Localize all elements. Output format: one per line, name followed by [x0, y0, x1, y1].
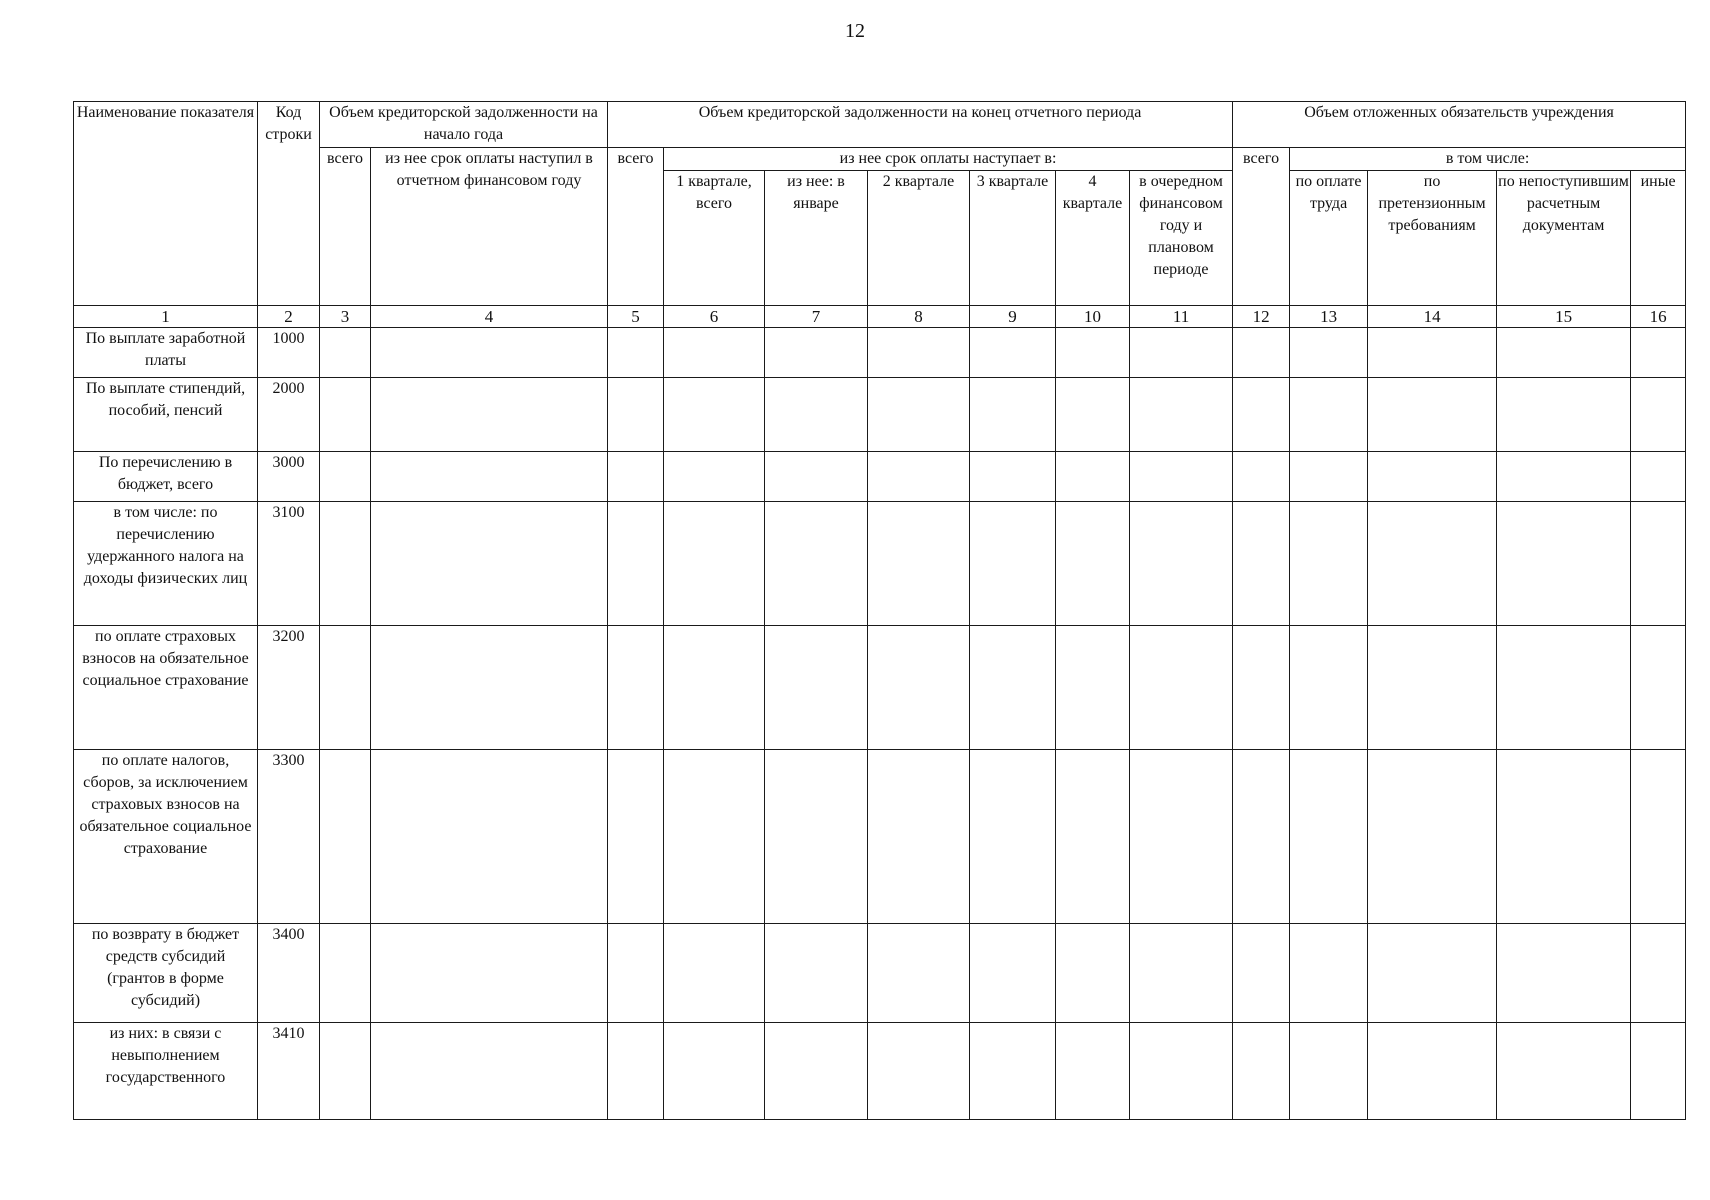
value-cell[interactable]	[1130, 924, 1233, 1023]
header-code: Код строки	[258, 102, 320, 306]
header-q2: 2 квартале	[868, 171, 970, 306]
row-name: из них: в связи с невыполнением государственного	[74, 1023, 258, 1120]
value-cell[interactable]	[664, 378, 765, 452]
value-cell[interactable]	[1056, 924, 1130, 1023]
value-cell[interactable]	[765, 750, 868, 924]
value-cell[interactable]	[765, 378, 868, 452]
value-cell[interactable]	[868, 502, 970, 626]
value-cell[interactable]	[608, 750, 664, 924]
table-row	[74, 328, 1686, 378]
value-cell[interactable]	[868, 328, 970, 378]
value-cell[interactable]	[371, 452, 608, 502]
header-end-due-group: из нее срок оплаты наступает в:	[664, 148, 1233, 171]
value-cell[interactable]	[868, 924, 970, 1023]
row-name: по оплате страховых взносов на обязательное социальное страхование	[74, 626, 258, 750]
column-number: 2	[258, 306, 320, 328]
column-number: 11	[1130, 306, 1233, 328]
value-cell[interactable]	[1497, 924, 1631, 1023]
header-deferred-total: всего	[1233, 148, 1290, 306]
value-cell[interactable]	[1130, 378, 1233, 452]
header-other: иные	[1631, 171, 1686, 306]
value-cell[interactable]	[664, 452, 765, 502]
value-cell[interactable]	[1497, 378, 1631, 452]
value-cell[interactable]	[970, 452, 1056, 502]
value-cell[interactable]	[1497, 626, 1631, 750]
value-cell[interactable]	[1233, 750, 1290, 924]
value-cell[interactable]	[1056, 626, 1130, 750]
column-number: 6	[664, 306, 765, 328]
table-row	[74, 750, 1686, 924]
value-cell[interactable]	[868, 452, 970, 502]
row-name: по оплате налогов, сборов, за исключением страховых взносов на обязательное социальное страхование	[74, 750, 258, 924]
value-cell[interactable]	[1290, 750, 1368, 924]
value-cell[interactable]	[1497, 502, 1631, 626]
value-cell[interactable]	[1497, 328, 1631, 378]
value-cell[interactable]	[868, 1023, 970, 1120]
column-number: 9	[970, 306, 1056, 328]
value-cell[interactable]	[320, 502, 371, 626]
value-cell[interactable]	[371, 626, 608, 750]
value-cell[interactable]	[765, 626, 868, 750]
value-cell[interactable]	[1233, 378, 1290, 452]
row-name: по возврату в бюджет средств субсидий (грантов в форме субсидий)	[74, 924, 258, 1023]
value-cell[interactable]	[765, 452, 868, 502]
value-cell[interactable]	[1368, 328, 1497, 378]
column-number: 4	[371, 306, 608, 328]
value-cell[interactable]	[765, 502, 868, 626]
column-number: 1	[74, 306, 258, 328]
column-number: 5	[608, 306, 664, 328]
value-cell[interactable]	[1056, 328, 1130, 378]
value-cell[interactable]	[1631, 378, 1686, 452]
value-cell[interactable]	[970, 750, 1056, 924]
column-number-row	[74, 306, 1686, 328]
value-cell[interactable]	[1130, 452, 1233, 502]
value-cell[interactable]	[1368, 626, 1497, 750]
table-row	[74, 502, 1686, 626]
value-cell[interactable]	[1130, 750, 1233, 924]
value-cell[interactable]	[1233, 626, 1290, 750]
value-cell[interactable]	[970, 378, 1056, 452]
value-cell[interactable]	[765, 924, 868, 1023]
value-cell[interactable]	[1233, 452, 1290, 502]
value-cell[interactable]	[1290, 328, 1368, 378]
header-deferred-group: Объем отложенных обязательств учреждения	[1233, 102, 1686, 148]
value-cell[interactable]	[1368, 924, 1497, 1023]
value-cell[interactable]	[1130, 626, 1233, 750]
value-cell[interactable]	[1233, 924, 1290, 1023]
value-cell[interactable]	[1290, 452, 1368, 502]
value-cell[interactable]	[1130, 1023, 1233, 1120]
column-number: 16	[1631, 306, 1686, 328]
table-row	[74, 1023, 1686, 1120]
column-number: 13	[1290, 306, 1368, 328]
row-code: 3300	[258, 750, 320, 924]
header-start-group: Объем кредиторской задолженности на начало года	[320, 102, 608, 148]
header-start-total: всего	[320, 148, 371, 306]
row-code: 3410	[258, 1023, 320, 1120]
value-cell[interactable]	[320, 328, 371, 378]
value-cell[interactable]	[1290, 626, 1368, 750]
value-cell[interactable]	[608, 502, 664, 626]
column-number: 15	[1497, 306, 1631, 328]
value-cell[interactable]	[868, 750, 970, 924]
value-cell[interactable]	[1631, 626, 1686, 750]
value-cell[interactable]	[371, 502, 608, 626]
header-q3: 3 квартале	[970, 171, 1056, 306]
value-cell[interactable]	[664, 502, 765, 626]
table-row	[74, 452, 1686, 502]
value-cell[interactable]	[320, 1023, 371, 1120]
header-next-period: в очередном финансовом году и плановом периоде	[1130, 171, 1233, 306]
value-cell[interactable]	[970, 924, 1056, 1023]
row-code: 3100	[258, 502, 320, 626]
value-cell[interactable]	[320, 924, 371, 1023]
page-number: 12	[845, 20, 865, 42]
value-cell[interactable]	[970, 1023, 1056, 1120]
value-cell[interactable]	[1233, 502, 1290, 626]
value-cell[interactable]	[664, 1023, 765, 1120]
column-number: 10	[1056, 306, 1130, 328]
value-cell[interactable]	[1631, 502, 1686, 626]
header-end-group: Объем кредиторской задолженности на конец отчетного периода	[608, 102, 1233, 148]
value-cell[interactable]	[371, 1023, 608, 1120]
value-cell[interactable]	[320, 626, 371, 750]
value-cell[interactable]	[868, 378, 970, 452]
value-cell[interactable]	[1233, 1023, 1290, 1120]
value-cell[interactable]	[1368, 452, 1497, 502]
row-code: 3200	[258, 626, 320, 750]
value-cell[interactable]	[320, 750, 371, 924]
row-name: По выплате заработной платы	[74, 328, 258, 378]
header-name: Наименование показателя	[74, 102, 258, 306]
header-docs: по непоступившим расчетным документам	[1497, 171, 1631, 306]
value-cell[interactable]	[1631, 1023, 1686, 1120]
value-cell[interactable]	[970, 626, 1056, 750]
value-cell[interactable]	[664, 626, 765, 750]
value-cell[interactable]	[1497, 452, 1631, 502]
value-cell[interactable]	[1631, 750, 1686, 924]
value-cell[interactable]	[371, 750, 608, 924]
value-cell[interactable]	[1290, 378, 1368, 452]
creditor-debt-table	[73, 101, 1686, 1120]
value-cell[interactable]	[1497, 750, 1631, 924]
value-cell[interactable]	[608, 1023, 664, 1120]
column-number: 3	[320, 306, 371, 328]
header-jan: из нее: в январе	[765, 171, 868, 306]
value-cell[interactable]	[1290, 924, 1368, 1023]
value-cell[interactable]	[1056, 378, 1130, 452]
value-cell[interactable]	[1631, 328, 1686, 378]
value-cell[interactable]	[608, 924, 664, 1023]
value-cell[interactable]	[1368, 378, 1497, 452]
row-name: в том числе: по перечислению удержанного налога на доходы физических лиц	[74, 502, 258, 626]
header-q1: 1 квартале, всего	[664, 171, 765, 306]
value-cell[interactable]	[1056, 750, 1130, 924]
value-cell[interactable]	[371, 328, 608, 378]
column-number: 7	[765, 306, 868, 328]
value-cell[interactable]	[1631, 452, 1686, 502]
row-code: 3400	[258, 924, 320, 1023]
table-body	[74, 328, 1686, 1120]
value-cell[interactable]	[371, 378, 608, 452]
header-start-due: из нее срок оплаты наступил в отчетном финансовом году	[371, 148, 608, 306]
value-cell[interactable]	[608, 452, 664, 502]
table-row	[74, 924, 1686, 1023]
value-cell[interactable]	[320, 452, 371, 502]
value-cell[interactable]	[1631, 924, 1686, 1023]
value-cell[interactable]	[320, 378, 371, 452]
value-cell[interactable]	[608, 626, 664, 750]
header-labor: по оплате труда	[1290, 171, 1368, 306]
table-row	[74, 626, 1686, 750]
value-cell[interactable]	[765, 328, 868, 378]
value-cell[interactable]	[1368, 1023, 1497, 1120]
value-cell[interactable]	[608, 328, 664, 378]
value-cell[interactable]	[868, 626, 970, 750]
value-cell[interactable]	[608, 378, 664, 452]
value-cell[interactable]	[371, 924, 608, 1023]
value-cell[interactable]	[970, 502, 1056, 626]
table-row	[74, 378, 1686, 452]
value-cell[interactable]	[664, 750, 765, 924]
value-cell[interactable]	[1368, 750, 1497, 924]
value-cell[interactable]	[1056, 452, 1130, 502]
row-code: 1000	[258, 328, 320, 378]
value-cell[interactable]	[765, 1023, 868, 1120]
header-end-total: всего	[608, 148, 664, 306]
value-cell[interactable]	[1368, 502, 1497, 626]
row-code: 2000	[258, 378, 320, 452]
value-cell[interactable]	[1130, 328, 1233, 378]
value-cell[interactable]	[664, 328, 765, 378]
row-name: По выплате стипендий, пособий, пенсий	[74, 378, 258, 452]
header-deferred-incl: в том числе:	[1290, 148, 1686, 171]
value-cell[interactable]	[1056, 1023, 1130, 1120]
header-q4: 4 квартале	[1056, 171, 1130, 306]
value-cell[interactable]	[664, 924, 765, 1023]
value-cell[interactable]	[1290, 502, 1368, 626]
column-number: 12	[1233, 306, 1290, 328]
value-cell[interactable]	[1130, 502, 1233, 626]
row-code: 3000	[258, 452, 320, 502]
value-cell[interactable]	[1497, 1023, 1631, 1120]
value-cell[interactable]	[1233, 328, 1290, 378]
value-cell[interactable]	[1290, 1023, 1368, 1120]
header-claims: по претензионным требованиям	[1368, 171, 1497, 306]
column-number: 8	[868, 306, 970, 328]
value-cell[interactable]	[970, 328, 1056, 378]
row-name: По перечислению в бюджет, всего	[74, 452, 258, 502]
value-cell[interactable]	[1056, 502, 1130, 626]
column-number: 14	[1368, 306, 1497, 328]
